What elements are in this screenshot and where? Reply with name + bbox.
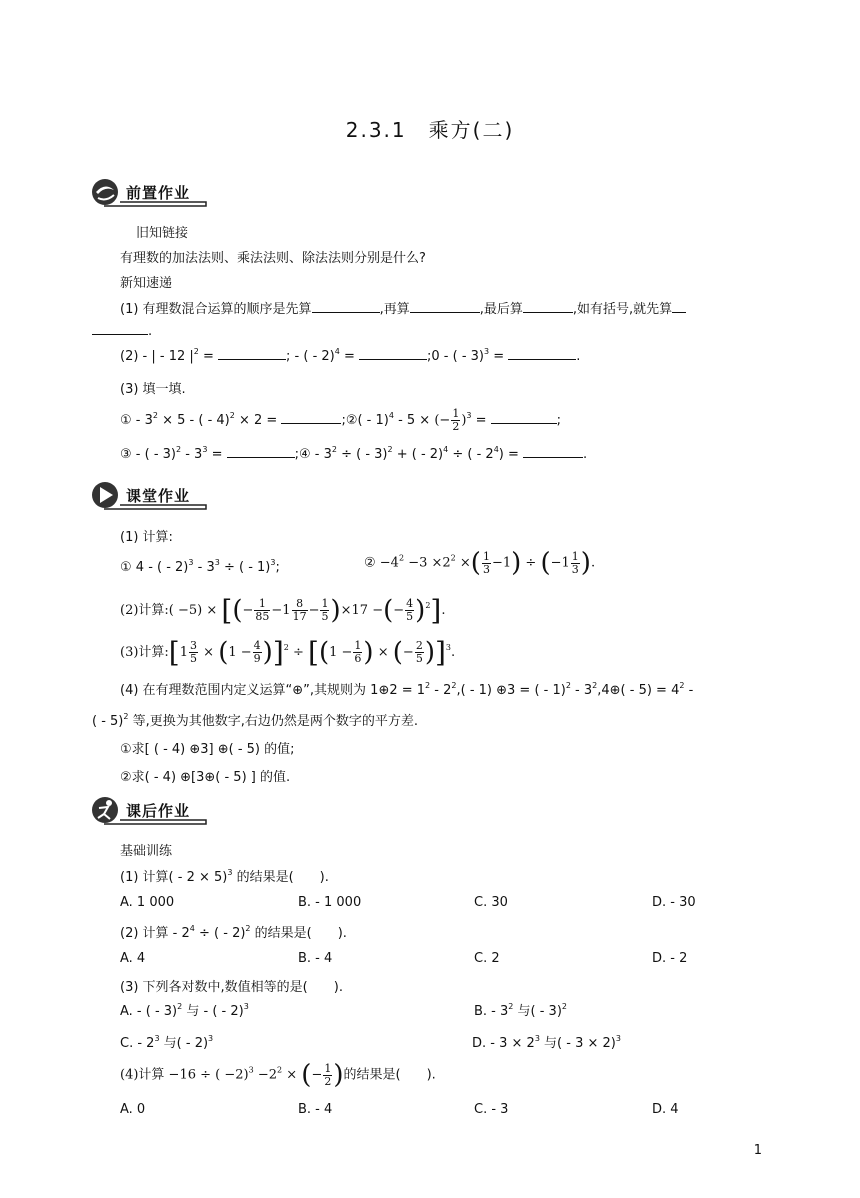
text: ;②( - 1) <box>341 413 389 428</box>
fraction <box>253 640 262 665</box>
paren: ) <box>424 637 435 668</box>
minus: − <box>439 413 451 428</box>
fraction <box>292 598 308 623</box>
exp: 2 <box>679 681 685 690</box>
text: −1 <box>271 603 291 618</box>
text: D. - 3 × 2 <box>472 1036 535 1051</box>
option-c[interactable]: C. 30 <box>474 895 508 910</box>
bracket: ] <box>272 636 284 669</box>
exp: 2 <box>331 445 337 454</box>
num: 1 <box>452 407 460 420</box>
option-a[interactable]: A. 0 <box>120 1102 146 1117</box>
exp: 3 <box>270 558 276 567</box>
paren: ) <box>330 595 341 626</box>
text: 与( - 3 × 2) <box>544 1036 616 1051</box>
den: 2 <box>452 420 460 433</box>
bracket: ] <box>434 636 446 669</box>
class-q4-i: ①求[ ( - 4) ⊕3] ⊕( - 5) 的值; <box>120 742 295 757</box>
text: ,( - 1) ⊕3 = ( - 1) <box>456 683 566 698</box>
option-c[interactable]: C. 2 <box>474 951 500 966</box>
answer-blank[interactable] <box>218 347 286 360</box>
bracket: [ <box>308 636 319 669</box>
text: (4) 在有理数范围内定义运算“⊕”,其规则为 1⊕2 = 1 <box>120 683 426 698</box>
exp: 2 <box>229 411 235 420</box>
text: - 5 × <box>398 413 431 428</box>
text: 与 - ( - 2) <box>186 1004 244 1019</box>
answer-blank[interactable] <box>92 322 148 335</box>
answer-blank[interactable] <box>312 300 380 313</box>
text: - <box>688 683 694 698</box>
num: 1 <box>254 598 270 611</box>
den: 2 <box>324 1074 332 1088</box>
text: ÷ ( - 3) <box>341 447 388 462</box>
paren: ) <box>262 637 273 668</box>
section-banner-pre <box>90 178 208 208</box>
text: . <box>576 349 581 364</box>
text: = <box>475 413 491 428</box>
text: × 2 = <box>238 413 282 428</box>
text: − <box>308 603 320 618</box>
num: 4 <box>253 639 261 652</box>
text: - 3 <box>185 447 203 462</box>
fraction <box>405 598 414 623</box>
text: −1 <box>491 555 512 571</box>
text: 1 − <box>329 645 353 660</box>
option-b[interactable] <box>474 1000 567 1019</box>
num: 1 <box>324 1061 332 1075</box>
text: ;0 - ( - 3) <box>427 349 484 364</box>
fraction <box>320 598 329 623</box>
exp: 3 <box>615 1034 621 1043</box>
exp: 2 <box>177 1002 183 1011</box>
answer-blank[interactable] <box>227 445 295 458</box>
exp: 4 <box>443 445 449 454</box>
text: ① - 3 <box>120 413 153 428</box>
text: + ( - 2) <box>396 447 444 462</box>
old-knowledge-label: 旧知链接 <box>136 226 189 241</box>
option-c[interactable]: C. - 3 <box>474 1102 509 1117</box>
text: ③ - ( - 3) <box>120 447 176 462</box>
class-q1-expr1 <box>120 558 280 575</box>
text: = <box>343 349 360 364</box>
text: 与( - 2) <box>163 1036 209 1051</box>
text: (3)计算: <box>120 645 169 660</box>
exp: 3 <box>445 643 452 652</box>
text: (1) 有理数混合运算的顺序是先算 <box>120 302 312 317</box>
exp: 2 <box>152 411 158 420</box>
paren: ) <box>461 413 467 428</box>
text: × <box>459 555 471 571</box>
question-1 <box>120 298 686 317</box>
text: − <box>311 1067 323 1083</box>
fraction <box>254 598 270 623</box>
new-knowledge-label: 新知速递 <box>120 276 173 291</box>
exp: 4 <box>493 445 499 454</box>
bracket: [ <box>221 594 233 627</box>
den: 6 <box>354 652 362 665</box>
text: ,4⊕( - 5) = 4 <box>597 683 680 698</box>
text: 1 <box>179 645 189 660</box>
text: × <box>377 645 389 660</box>
basic-training-label: 基础训练 <box>120 844 173 859</box>
text: = <box>493 349 509 364</box>
text: - 3 <box>575 683 593 698</box>
answer-blank[interactable] <box>523 300 573 313</box>
text: × <box>286 1067 298 1083</box>
exp: 3 <box>214 558 220 567</box>
text: ÷ ( - 2) <box>199 926 246 941</box>
fraction <box>323 1063 332 1088</box>
class-q4 <box>120 679 693 698</box>
num: 2 <box>415 639 423 652</box>
den: 85 <box>255 610 270 623</box>
paren: ) <box>511 548 522 578</box>
class-q1-expr2 <box>364 548 595 578</box>
paren: ( <box>434 413 440 428</box>
text: 等,更换为其他数字,右边仍然是两个数字的平方差. <box>132 714 419 729</box>
fraction <box>353 640 362 665</box>
answer-blank[interactable] <box>672 300 686 313</box>
num: 3 <box>190 639 198 652</box>
exp: 2 <box>425 681 431 690</box>
exp: 3 <box>534 1034 540 1043</box>
exp: 4 <box>189 924 195 933</box>
class-q2 <box>120 594 446 627</box>
text: (2) 计算 - 2 <box>120 926 190 941</box>
exp: 2 <box>398 553 405 563</box>
text: −2 <box>257 1067 277 1083</box>
after-q1 <box>120 866 329 885</box>
paren: ) <box>415 595 426 626</box>
text: ; <box>275 560 280 575</box>
text: ;④ - 3 <box>294 447 332 462</box>
option-b[interactable]: B. - 1 000 <box>298 895 362 910</box>
fill-1 <box>120 408 561 433</box>
exp: 2 <box>425 601 431 610</box>
fraction <box>571 551 580 576</box>
after-q3: (3) 下列各对数中,数值相等的是( ). <box>120 980 343 995</box>
text: ÷ <box>292 645 304 660</box>
question-2 <box>120 347 580 364</box>
banner-label: 前置作业 <box>126 184 191 202</box>
text: . <box>441 603 446 618</box>
text: - 3 <box>197 560 215 575</box>
num: 8 <box>292 598 308 611</box>
text: A. - ( - 3) <box>120 1004 178 1019</box>
text: − <box>402 645 414 660</box>
exp: 3 <box>484 347 490 356</box>
text: 的结果是( ). <box>343 1067 436 1083</box>
text: ( - 5) <box>92 714 124 729</box>
text: ② −4 <box>364 555 399 571</box>
text: ,再算 <box>379 302 410 317</box>
option-d[interactable] <box>472 1032 621 1051</box>
exp: 2 <box>123 712 129 721</box>
text: . <box>583 447 588 462</box>
text: 的结果是( ). <box>236 870 329 885</box>
page-title: 2.3.1 乘方(二) <box>345 118 515 142</box>
text: ,如有括号,就先算 <box>572 302 673 317</box>
exp: 3 <box>243 1002 249 1011</box>
paren: ( <box>301 1060 312 1090</box>
exp: 2 <box>565 681 571 690</box>
text: − <box>242 603 254 618</box>
bracket: ] <box>430 594 442 627</box>
text: = <box>203 349 219 364</box>
page-number: 1 <box>753 1143 762 1158</box>
num: 4 <box>406 597 414 610</box>
class-q1: (1) 计算: <box>120 530 173 545</box>
exp: 2 <box>283 643 289 652</box>
text: ÷ <box>525 555 537 571</box>
option-d[interactable]: D. - 30 <box>652 895 696 910</box>
den: 5 <box>321 610 329 623</box>
paren: ( <box>392 637 403 668</box>
answer-blank[interactable] <box>523 445 583 458</box>
option-d[interactable]: D. - 2 <box>652 951 688 966</box>
exp: 3 <box>154 1034 160 1043</box>
text: ×17 − <box>340 603 384 618</box>
den: 17 <box>292 610 307 623</box>
paren: ( <box>318 637 330 668</box>
exp: 2 <box>245 924 251 933</box>
exp: 2 <box>561 1002 567 1011</box>
text: × 5 - ( - 4) <box>162 413 230 428</box>
option-b[interactable]: B. - 4 <box>298 951 333 966</box>
answer-blank[interactable] <box>359 347 427 360</box>
text: ① 4 - ( - 2) <box>120 560 189 575</box>
text: C. - 2 <box>120 1036 155 1051</box>
fraction <box>451 408 460 433</box>
banner-label: 课后作业 <box>126 802 191 820</box>
after-q2 <box>120 922 347 941</box>
den: 3 <box>482 562 490 576</box>
paren: ) <box>363 637 374 668</box>
exp: 2 <box>508 1002 514 1011</box>
question-3: (3) 填一填. <box>120 382 186 397</box>
exp: 2 <box>277 1065 283 1075</box>
exp: 3 <box>248 1065 254 1075</box>
option-a[interactable]: A. 1 000 <box>120 895 175 910</box>
section-banner-class <box>90 481 208 511</box>
text: (2)计算:( −5) × <box>120 603 218 618</box>
exp: 2 <box>387 445 393 454</box>
fill-2 <box>120 445 587 462</box>
num: 1 <box>354 639 362 652</box>
text: ; <box>556 413 562 428</box>
exp: 3 <box>208 1034 214 1043</box>
option-a[interactable]: A. 4 <box>120 951 146 966</box>
exp: 2 <box>450 553 456 563</box>
text: (2) - | - 12 | <box>120 349 194 364</box>
paren: ( <box>383 595 394 626</box>
paren: ( <box>470 548 481 578</box>
option-d[interactable]: D. 4 <box>652 1102 679 1117</box>
text: . <box>451 645 456 660</box>
exp: 3 <box>466 411 472 420</box>
text: × <box>203 645 215 660</box>
answer-blank[interactable] <box>410 300 480 313</box>
exp: 3 <box>227 868 233 877</box>
text: B. - 3 <box>474 1004 509 1019</box>
den: 3 <box>571 562 579 576</box>
text: ,最后算 <box>479 302 523 317</box>
class-q4-ii: ②求( - 4) ⊕[3⊕( - 5) ] 的值. <box>120 770 291 785</box>
old-knowledge-question: 有理数的加法法则、乘法法则、除法法则分别是什么? <box>120 251 426 266</box>
text: 与( - 3) <box>517 1004 562 1019</box>
text: (4)计算 −16 ÷ ( −2) <box>120 1067 249 1083</box>
text: −1 <box>550 555 570 571</box>
paren: ) <box>333 1060 344 1090</box>
text: 1 − <box>228 645 252 660</box>
paren: ( <box>540 548 551 578</box>
text: −3 ×2 <box>408 555 451 571</box>
text: . <box>590 555 596 571</box>
text: ÷ ( - 2 <box>452 447 494 462</box>
answer-blank[interactable] <box>281 411 341 424</box>
class-q3 <box>120 636 455 669</box>
bracket: [ <box>168 636 180 669</box>
exp: 2 <box>175 445 182 454</box>
exp: 3 <box>188 558 194 567</box>
den: 5 <box>415 652 423 665</box>
text: ; - ( - 2) <box>286 349 335 364</box>
text: - 2 <box>434 683 452 698</box>
answer-blank[interactable] <box>508 347 576 360</box>
text: ÷ ( - 1) <box>223 560 271 575</box>
option-a[interactable] <box>120 1000 249 1019</box>
exp: 2 <box>592 681 598 690</box>
den: 9 <box>253 652 261 665</box>
option-c[interactable] <box>120 1032 213 1051</box>
num: 1 <box>482 549 490 563</box>
option-b[interactable]: B. - 4 <box>298 1102 333 1117</box>
section-banner-after <box>90 796 208 826</box>
exp: 3 <box>202 445 208 454</box>
paren: ( <box>232 595 243 626</box>
answer-blank[interactable] <box>491 411 557 424</box>
fraction <box>482 551 491 576</box>
den: 5 <box>190 652 198 665</box>
text: = <box>211 447 227 462</box>
exp: 4 <box>334 347 340 356</box>
text: ) = <box>498 447 524 462</box>
exp: 2 <box>193 347 199 356</box>
num: 1 <box>571 549 579 563</box>
text: − <box>393 603 405 618</box>
fraction <box>189 640 198 665</box>
den: 5 <box>406 610 414 623</box>
exp: 4 <box>388 411 394 420</box>
question-1-cont <box>92 322 152 339</box>
class-q4-cont <box>92 710 418 729</box>
after-q4 <box>120 1060 436 1090</box>
num: 1 <box>321 597 329 610</box>
exp: 2 <box>451 681 457 690</box>
fraction <box>415 640 424 665</box>
text: (1) 计算( - 2 × 5) <box>120 870 228 885</box>
text: 的结果是( ). <box>254 926 347 941</box>
paren: ( <box>218 637 229 668</box>
text: . <box>148 324 153 339</box>
paren: ) <box>580 548 591 578</box>
banner-label: 课堂作业 <box>126 487 191 505</box>
